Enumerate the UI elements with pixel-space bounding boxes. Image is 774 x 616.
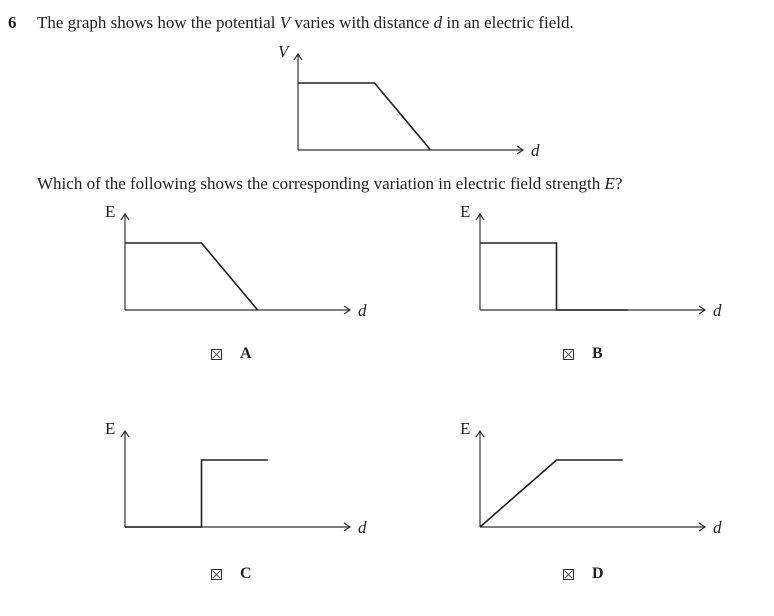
option-a-checkbox[interactable]	[211, 349, 222, 360]
option-c-graph	[97, 419, 367, 544]
option-c-checkbox[interactable]	[211, 569, 222, 580]
option-b[interactable]	[563, 345, 603, 363]
option-c-y-label: E	[105, 419, 116, 438]
option-b-y-label: E	[460, 202, 471, 221]
option-d-data-line	[480, 460, 623, 527]
option-c-label: C	[240, 565, 252, 582]
option-b-checkbox[interactable]	[563, 349, 574, 360]
option-d[interactable]	[563, 565, 604, 583]
option-b-graph	[452, 202, 722, 327]
option-d-x-label: d	[713, 518, 722, 537]
option-b-data-line	[480, 243, 628, 310]
option-b-label: B	[592, 345, 603, 362]
stem-text-1: The graph shows how the potential	[37, 13, 280, 32]
question-stem	[37, 13, 574, 33]
option-c-x-label: d	[358, 518, 367, 537]
option-c[interactable]	[211, 565, 252, 583]
prompt-text-1: Which of the following shows the corresponding variation in electric field strength	[37, 174, 605, 193]
prompt-text-2: ?	[614, 174, 623, 193]
stimulus-graph	[270, 42, 540, 167]
option-d-checkbox[interactable]	[563, 569, 574, 580]
option-b-x-label: d	[713, 301, 722, 320]
option-a-data-line	[125, 243, 258, 310]
question-prompt	[37, 174, 622, 194]
option-a-graph	[97, 202, 367, 327]
stimulus-y-label: V	[278, 42, 289, 61]
stem-var-d: d	[433, 13, 443, 32]
prompt-var-e: E	[604, 174, 615, 193]
option-a[interactable]	[211, 345, 252, 363]
stem-text-2: varies with distance	[290, 13, 434, 32]
stimulus-data-line	[298, 83, 431, 150]
option-d-y-label: E	[460, 419, 471, 438]
option-a-y-label: E	[105, 202, 116, 221]
stimulus-x-label: d	[531, 141, 540, 160]
option-d-graph	[452, 419, 722, 544]
option-a-label: A	[240, 345, 252, 362]
option-a-x-label: d	[358, 301, 367, 320]
stem-var-v: V	[279, 13, 291, 32]
question-number: 6	[8, 13, 17, 32]
option-d-label: D	[592, 565, 604, 582]
option-c-data-line	[125, 460, 268, 527]
stem-text-3: in an electric field.	[442, 13, 574, 32]
